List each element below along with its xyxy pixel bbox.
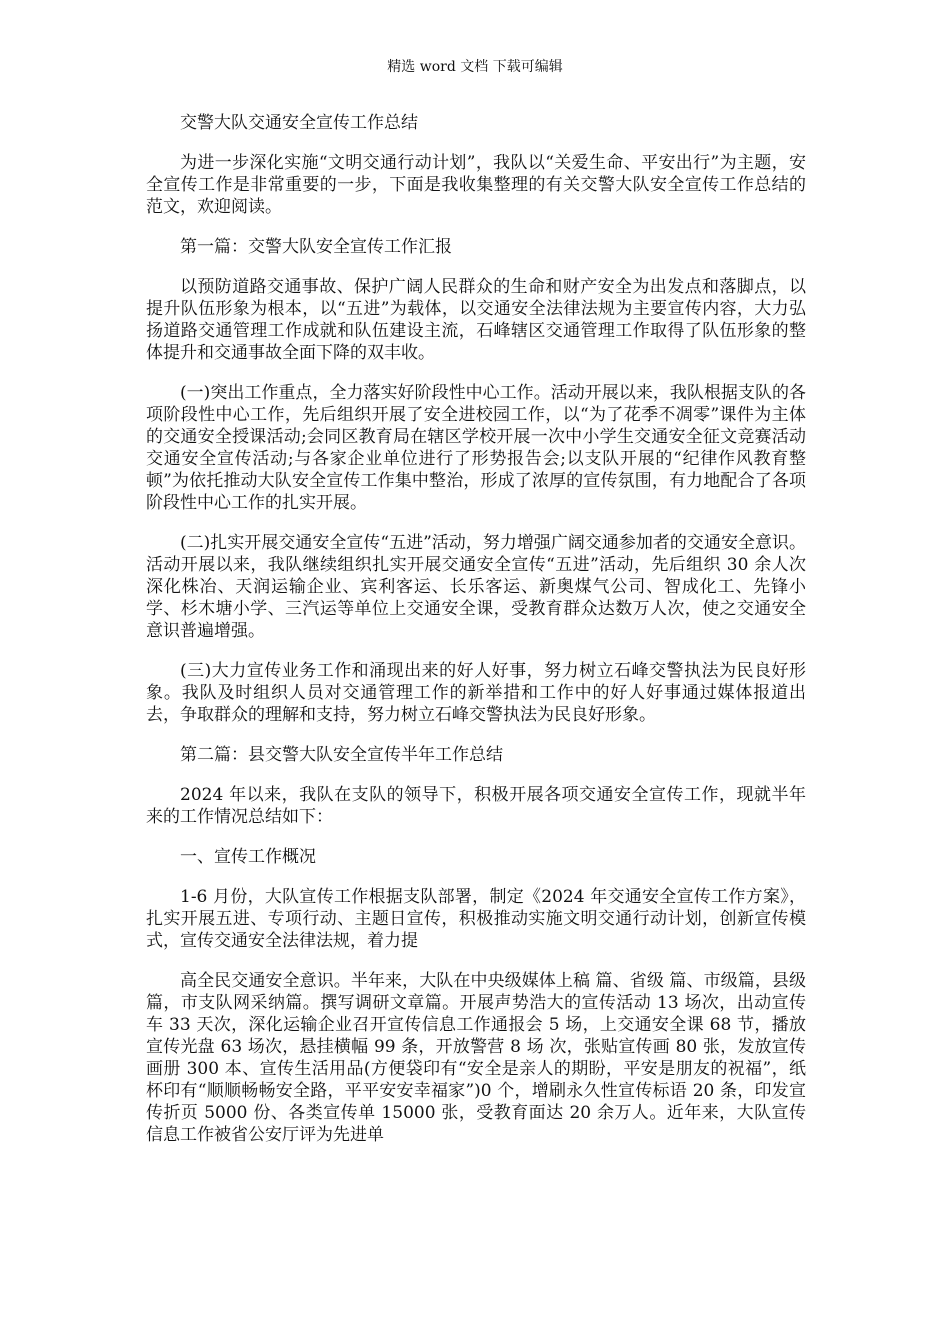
- body-paragraph: 以预防道路交通事故、保护广阔人民群众的生命和财产安全为出发点和落脚点，以提升队伍形象为根本，以“五进”为载体，以交通安全法律法规为主要宣传内容，大力弘扬道路交通管理工作成就和队伍建设主流，石峰辖区交通管理工作取得了队伍形象的整体提升和交通事故全面下降的双丰收。: [146, 277, 806, 363]
- section-heading-1: 第一篇：交警大队安全宣传工作汇报: [180, 237, 452, 257]
- body-paragraph: 2024 年以来，我队在支队的领导下，积极开展各项交通安全宣传工作，现就半年来的工作情况总结如下：: [146, 785, 806, 827]
- body-paragraph: (一)突出工作重点，全力落实好阶段性中心工作。活动开展以来，我队根据支队的各项阶段性中心工作，先后组织开展了安全进校园工作，以“为了花季不凋零”课件为主体的交通安全授课活动;会同区教育局在辖区学校开展一次中小学生交通安全征文竞赛活动交通安全宣传活动;与各家企业单位进行了形势报告会;以支队开展的“纪律作风教育整顿”为依托推动大队安全宣传工作集中整治，形成了浓厚的宣传氛围，有力地配合了各项阶段性中心工作的扎实开展。: [146, 383, 806, 513]
- subsection-heading: 一、宣传工作概况: [180, 847, 316, 867]
- document-title: 交警大队交通安全宣传工作总结: [180, 113, 418, 133]
- body-paragraph: 高全民交通安全意识。半年来，大队在中央级媒体上稿 篇、省级 篇、市级篇，县级 篇，市支队网采纳篇。撰写调研文章篇。开展声势浩大的宣传活动 13 场次，出动宣传车 33 天次，深化运输企业召开宣传信息工作通报会 5 场，上交通安全课 68 节，播放宣传光盘 63 场次，悬挂横幅 99 条，开放警营 8 场 次，张贴宣传画 80 张，发放宣传画册 300 本、宣传生活用品(方便袋印有“安全是亲人的期盼，平安是朋友的祝福”，纸杯印有“顺顺畅畅安全路，平平安安幸福家”)0 个，增刷永久性宣传标语 20 条，印发宣传折页 5000 份、各类宣传单 15000 张，受教育面达 20 余万人。近年来，大队宣传信息工作被省公安厅评为先进单: [146, 971, 806, 1145]
- document-body: [146, 112, 806, 1164]
- body-paragraph: 1-6 月份，大队宣传工作根据支队部署，制定《2024 年交通安全宣传工作方案》，扎实开展五进、专项行动、主题日宣传，积极推动实施文明交通行动计划，创新宣传模式，宣传交通安全法律法规，着力提: [146, 887, 806, 951]
- body-paragraph: (二)扎实开展交通安全宣传“五进”活动，努力增强广阔交通参加者的交通安全意识。活动开展以来，我队继续组织扎实开展交通安全宣传“五进”活动，先后组织 30 余人次深化株冶、天润运输企业、宾利客运、长乐客运、新奥煤气公司、智成化工、先锋小学、杉木塘小学、三汽运等单位上交通安全课，受教育群众达数万人次，使之交通安全意识普遍增强。: [146, 533, 806, 641]
- intro-paragraph: 为进一步深化实施“文明交通行动计划”，我队以“关爱生命、平安出行”为主题，安全宣传工作是非常重要的一步，下面是我收集整理的有关交警大队安全宣传工作总结的范文，欢迎阅读。: [146, 153, 806, 217]
- page-header: 精选 word 文档 下载可编辑: [387, 59, 563, 75]
- body-paragraph: (三)大力宣传业务工作和涌现出来的好人好事，努力树立石峰交警执法为民良好形象。我队及时组织人员对交通管理工作的新举措和工作中的好人好事通过媒体报道出去，争取群众的理解和支持，努力树立石峰交警执法为民良好形象。: [146, 661, 806, 725]
- section-heading-2: 第二篇：县交警大队安全宣传半年工作总结: [180, 745, 503, 765]
